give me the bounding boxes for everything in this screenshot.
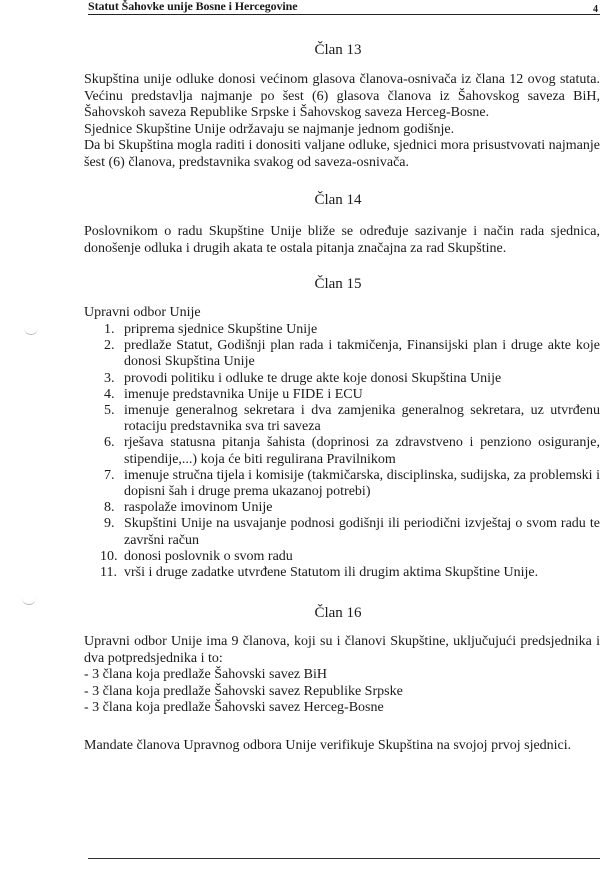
article-14-body bbox=[84, 224, 600, 257]
article-15-intro bbox=[84, 305, 600, 322]
list-item-number: 1. bbox=[104, 322, 115, 337]
list-item-number: 9. bbox=[104, 516, 115, 532]
list-item bbox=[84, 371, 600, 387]
list-item bbox=[84, 338, 600, 370]
list-item-number: 4. bbox=[104, 386, 115, 402]
list-item bbox=[84, 500, 600, 516]
punch-hole-mark bbox=[22, 594, 36, 605]
article-16-body bbox=[84, 634, 600, 717]
list-item-number: 2. bbox=[104, 338, 115, 354]
article-16-heading: Član 16 bbox=[314, 605, 362, 621]
punch-hole-mark bbox=[24, 324, 38, 335]
list-item bbox=[84, 435, 600, 467]
list-item-text: priprema sjednice Skupštine Unije bbox=[124, 322, 318, 337]
list-item bbox=[84, 387, 600, 403]
list-item bbox=[84, 565, 600, 581]
header-title: Statut Šahovke unije Bosne i Hercegovine bbox=[88, 0, 298, 13]
article-16-line-2: - 3 člana koja predlaže Šahovski savez Republike Srpske bbox=[84, 683, 403, 699]
list-item bbox=[84, 549, 600, 565]
article-15-intro-text: Upravni odbor Unije bbox=[84, 305, 201, 320]
article-13-heading: Član 13 bbox=[314, 42, 362, 58]
list-item bbox=[84, 403, 600, 435]
list-item-number: 7. bbox=[104, 467, 115, 483]
article-15-heading: Član 15 bbox=[314, 276, 362, 292]
article-16-line-1: - 3 člana koja predlaže Šahovski savez BiH bbox=[84, 667, 327, 682]
list-item bbox=[84, 468, 600, 500]
list-item-number: 3. bbox=[104, 370, 115, 386]
article-16-closing: Mandate članova Upravnog odbora Unije verifikuje Skupština na svojoj prvoj sjednici. bbox=[84, 738, 572, 753]
list-item-text: imenuje stručna tijela i komisije (takmičarska, disciplinska, sudijska, za problemski i dopisni šah i druge prema ukazanoj potrebi) bbox=[124, 467, 600, 500]
list-item-text: vrši i druge zadatke utvrđene Statutom ili drugim aktima Skupštine Unije. bbox=[124, 565, 539, 581]
list-item bbox=[84, 516, 600, 548]
article-13-paragraph-2: Sjednice Skupštine Unije održavaju se najmanje jednom godišnje. bbox=[84, 121, 455, 137]
footer-rule bbox=[88, 858, 600, 859]
article-16-intro: Upravni odbor Unije ima 9 članova, koji su i članovi Skupštine, uključujući predsjednika i dva potpredsjednika i to: bbox=[84, 634, 600, 666]
list-item-text: predlaže Statut, Godišnji plan rada i takmičenja, Finansijski plan i druge akte koje donosi Skupština Unije bbox=[124, 338, 600, 370]
list-item-text: rješava statusna pitanja šahista (doprinosi za zdravstveno i penziono osiguranje, stipendije,...) koja će biti regulirana Pravilnikom bbox=[124, 435, 600, 467]
page-number: 4 bbox=[593, 4, 598, 15]
list-item-number: 11. bbox=[100, 565, 117, 581]
list-item-text: donosi poslovnik o svom radu bbox=[124, 548, 293, 564]
list-item-text: raspolaže imovinom Unije bbox=[124, 500, 273, 516]
article-16-closing-block bbox=[84, 738, 600, 755]
article-16-line-3: - 3 člana koja predlaže Šahovski savez Herceg-Bosne bbox=[84, 700, 384, 715]
article-15-list bbox=[84, 322, 600, 581]
running-header bbox=[88, 0, 600, 15]
list-item bbox=[84, 322, 600, 338]
article-13-paragraph-3: Da bi Skupština mogla raditi i donositi valjane odluke, sjednici mora prisustvovati najmanje šest (6) članova, predstavnika svakog od saveza-osnivača. bbox=[84, 138, 600, 170]
list-item-text: provodi politiku i odluke te druge akte koje donosi Skupština Unije bbox=[124, 370, 502, 386]
list-item-number: 6. bbox=[104, 435, 115, 451]
list-item-number: 5. bbox=[104, 403, 115, 419]
list-item-number: 10. bbox=[100, 548, 118, 564]
article-14-heading: Član 14 bbox=[314, 192, 362, 208]
list-item-text: imenuje predstavnika Unije u FIDE i ECU bbox=[124, 386, 363, 402]
article-13-body bbox=[84, 72, 600, 171]
article-14-paragraph: Poslovnikom o radu Skupštine Unije bliže se određuje sazivanje i način rada sjednica, donošenje odluka i drugih akata te ostala pitanja značajna za rad Skupštine. bbox=[84, 224, 600, 256]
article-13-paragraph-1: Skupština unije odluke donosi većinom glasova članova-osnivača iz člana 12 ovog statuta. Većinu predstavlja najmanje po šest (6) glasova članova iz Šahovskog saveza BiH, Šahovskoh saveza Republike Srpske i Šahovskog saveza Herceg-Bosne. bbox=[84, 72, 600, 120]
list-item-text: Skupštini Unije na usvajanje podnosi godišnji ili periodični izvještaj o svom radu te završni račun bbox=[124, 516, 600, 548]
list-item-number: 8. bbox=[104, 500, 115, 516]
list-item-text: imenuje generalnog sekretara i dva zamjenika generalnog sekretara, uz utvrđenu rotaciju predstavnika sva tri saveza bbox=[124, 403, 600, 435]
